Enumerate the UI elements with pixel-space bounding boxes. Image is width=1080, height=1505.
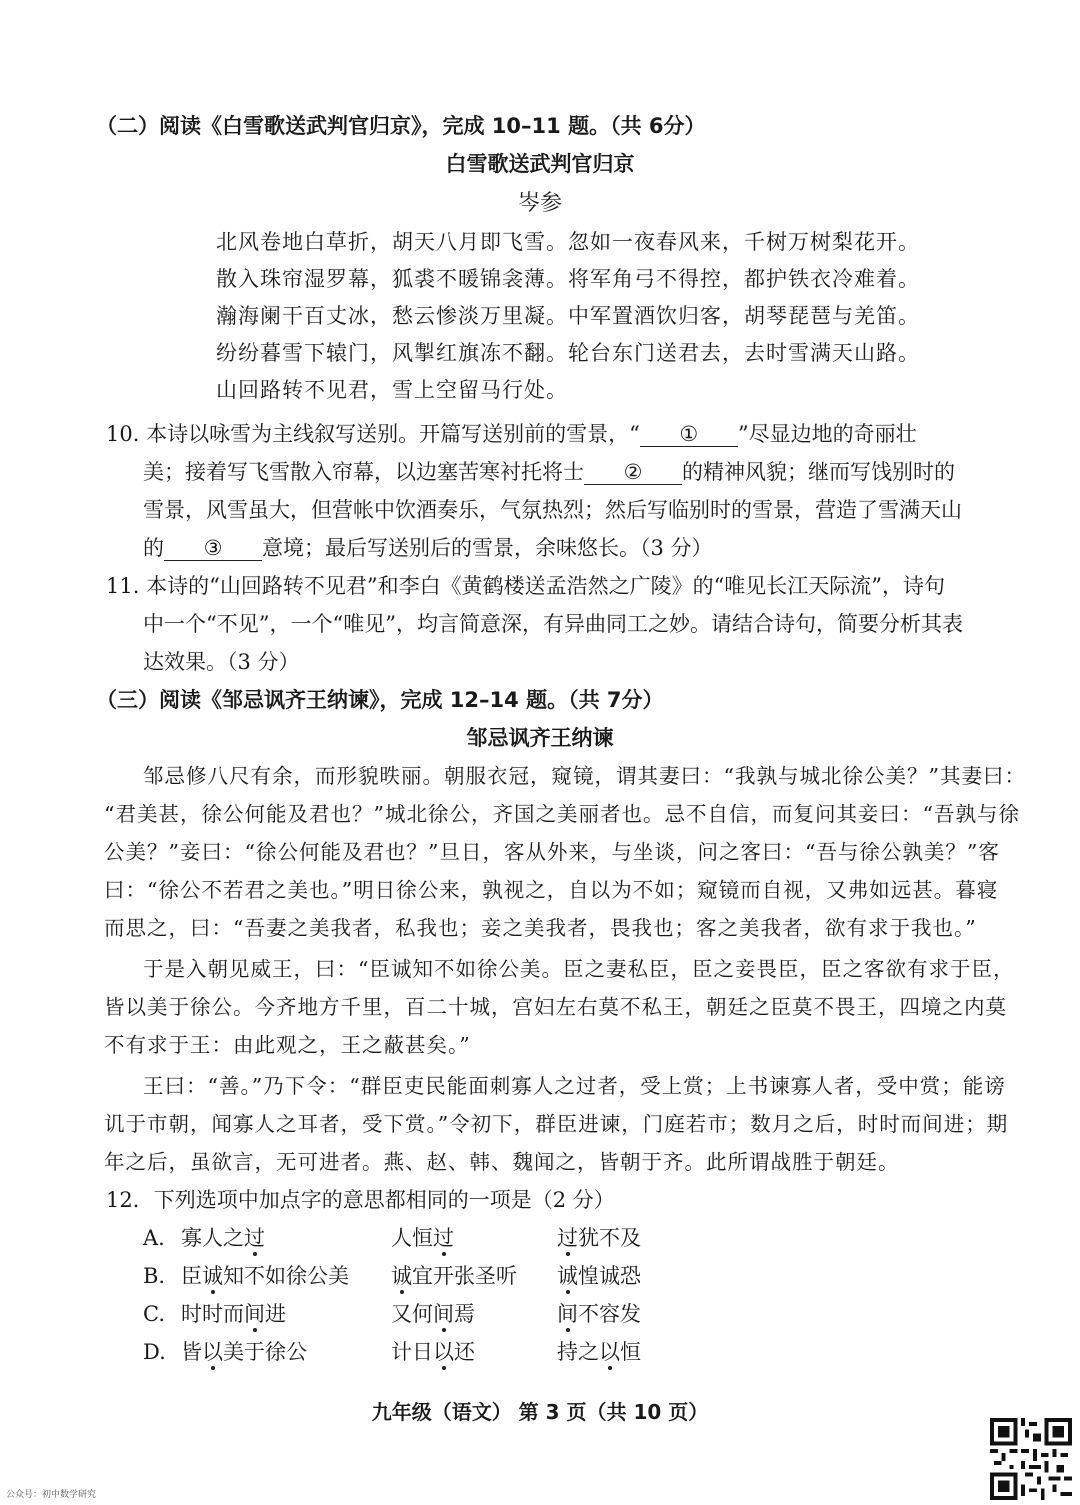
text: 持之 [557, 1340, 599, 1364]
prose-line: 年之后，虽欲言，无可进者。燕、赵、韩、魏闻之，皆朝于齐。此所谓战胜于朝廷。 [104, 1150, 900, 1174]
option-label: C. [143, 1302, 165, 1326]
watermark: 公众号：初中数学研究 [6, 1490, 97, 1500]
question-text: 本诗以咏雪为主线叙写送别。开篇写送别前的雪景，“ [146, 422, 640, 446]
question-11-line-2: 中一个“不见”，一个“唯见”，均言简意深，有异曲同工之妙。请结合诗句，简要分析其表 [143, 612, 963, 636]
prose-line: 邹忌修八尺有余，而形貌昳丽。朝服衣冠，窥镜，谓其妻曰：“我孰与城北徐公美？”其妻曰： [143, 764, 1026, 788]
answer-blank-3[interactable]: ③ [164, 536, 262, 561]
answer-blank-2[interactable]: ② [584, 460, 682, 485]
poem-line: 纷纷暮雪下辕门，风掣红旗冻不翻。轮台东门送君去，去时雪满天山路。 [216, 341, 920, 365]
text: 计日 [391, 1340, 433, 1364]
text: 恒 [620, 1340, 641, 1364]
section-heading-2: （二）阅读《白雪歌送武判官归京》，完成 10–11 题。（共 6分） [96, 114, 706, 138]
question-10-line-2 [143, 458, 955, 486]
prose-line: 曰：“徐公不若君之美也。”明日徐公来，孰视之，自以为不如；窥镜而自视，又弗如远甚。暮寝 [104, 878, 999, 902]
question-12: 12．下列选项中加点字的意思都相同的一项是（2 分） [106, 1188, 615, 1212]
prose-line: 王曰：“善。”乃下令：“群臣吏民能面刺寡人之过者，受上赏；上书谏寡人者，受中赏；能谤 [143, 1074, 1006, 1098]
text: 臣 [181, 1264, 202, 1288]
option-phrase-3 [557, 1224, 641, 1252]
text: 皆 [181, 1340, 202, 1364]
dotted-char: 诚 [557, 1264, 578, 1288]
dotted-char: 过 [244, 1226, 265, 1250]
option-phrase-1 [181, 1300, 286, 1328]
option-phrase-3 [557, 1338, 641, 1366]
option-phrase-1 [181, 1224, 265, 1252]
dotted-char: 间 [244, 1302, 265, 1326]
question-text: 本诗的“山回路转不见君”和李白《黄鹤楼送孟浩然之广陵》的“唯见长江天际流”，诗句 [146, 574, 946, 598]
text: 犹不及 [578, 1226, 641, 1250]
option-phrase-1 [181, 1338, 307, 1366]
prose-line: 不有求于王：由此观之，王之蔽甚矣。” [104, 1033, 471, 1057]
prose-line: “君美甚，徐公何能及君也？”城北徐公，齐国之美丽者也。忌不自信，而复问其妾曰：“吾孰与徐 [104, 802, 1020, 826]
question-11 [106, 572, 945, 600]
option-phrase-1 [181, 1262, 349, 1290]
option-label: B. [143, 1264, 166, 1288]
prose-line: 公美？”妾曰：“徐公何能及君也？”旦日，客从外来，与坐谈，问之客曰：“吾与徐公孰美？”客 [104, 840, 1000, 864]
text: 还 [454, 1340, 475, 1364]
option-phrase-2 [391, 1262, 517, 1290]
option-label: A. [143, 1226, 165, 1250]
poem-line: 山回路转不见君，雪上空留马行处。 [216, 378, 568, 402]
poem-line: 瀚海阑干百丈冰，愁云惨淡万里凝。中军置酒饮归客，胡琴琵琶与羌笛。 [216, 304, 920, 328]
option-phrase-2 [391, 1224, 454, 1252]
question-number: 10. [106, 422, 140, 446]
question-text: 意境；最后写送别后的雪景，余味悠长。（3 分） [262, 536, 713, 560]
text: 又何 [391, 1302, 433, 1326]
text: 人恒 [391, 1226, 433, 1250]
text: 知不如徐公美 [223, 1264, 349, 1288]
text: 焉 [454, 1302, 475, 1326]
dotted-char: 以 [433, 1340, 454, 1364]
question-text: 美；接着写飞雪散入帘幕，以边塞苦寒衬托将士 [143, 460, 584, 484]
prose-line: 讥于市朝，闻寡人之耳者，受下赏。”令初下，群臣进谏，门庭若市；数月之后，时时而间进；期 [104, 1112, 1009, 1136]
dotted-char: 间 [557, 1302, 578, 1326]
dotted-char: 诚 [202, 1264, 223, 1288]
question-number: 11. [106, 574, 140, 598]
text: 惶诚恐 [578, 1264, 641, 1288]
poem-line: 散入珠帘湿罗幕，狐裘不暖锦衾薄。将军角弓不得控，都护铁衣冷难着。 [216, 267, 920, 291]
poem-line: 北风卷地白草折，胡天八月即飞雪。忽如一夜春风来，千树万树梨花开。 [216, 230, 920, 254]
option-phrase-3 [557, 1262, 641, 1290]
text: 美于徐公 [223, 1340, 307, 1364]
dotted-char: 以 [202, 1340, 223, 1364]
dotted-char: 以 [599, 1340, 620, 1364]
prose-line: 而思之，曰：“吾妻之美我者，私我也；妾之美我者，畏我也；客之美我者，欲有求于我也。” [104, 916, 977, 940]
question-10-line-4 [143, 534, 713, 562]
question-text: 的精神风貌；继而写饯别时的 [682, 460, 955, 484]
dotted-char: 间 [433, 1302, 454, 1326]
text: 时时而 [181, 1302, 244, 1326]
answer-blank-1[interactable]: ① [640, 422, 738, 447]
poem-author: 岑参 [517, 191, 562, 216]
prose-title: 邹忌讽齐王纳谏 [466, 726, 614, 750]
question-11-line-3: 达效果。（3 分） [143, 650, 300, 674]
section-heading-3: （三）阅读《邹忌讽齐王纳谏》，完成 12–14 题。（共 7分） [96, 688, 664, 712]
option-label: D. [143, 1340, 166, 1364]
text: 宜开张圣听 [412, 1264, 517, 1288]
poem-title: 白雪歌送武判官归京 [445, 152, 635, 176]
question-10 [106, 420, 917, 448]
option-phrase-2 [391, 1300, 475, 1328]
text: 进 [265, 1302, 286, 1326]
prose-line: 于是入朝见威王，曰：“臣诚知不如徐公美。臣之妻私臣，臣之妾畏臣，臣之客欲有求于臣， [143, 957, 1015, 981]
dotted-char: 过 [557, 1226, 578, 1250]
option-phrase-2 [391, 1338, 475, 1366]
text: 不容发 [578, 1302, 641, 1326]
text: 寡人之 [181, 1226, 244, 1250]
prose-line: 皆以美于徐公。今齐地方千里，百二十城，宫妇左右莫不私王，朝廷之臣莫不畏王，四境之内莫 [104, 995, 1007, 1019]
qr-code-icon [990, 1418, 1072, 1500]
question-text: 的 [143, 536, 164, 560]
page-footer: 九年级（语文） 第 3 页（共 10 页） [371, 1400, 709, 1424]
dotted-char: 诚 [391, 1264, 412, 1288]
option-phrase-3 [557, 1300, 641, 1328]
question-text: ”尽显边地的奇丽壮 [737, 422, 917, 446]
question-10-line-3: 雪景，风雪虽大，但营帐中饮酒奏乐，气氛热烈；然后写临别时的雪景，营造了雪满天山 [143, 498, 962, 522]
dotted-char: 过 [433, 1226, 454, 1250]
